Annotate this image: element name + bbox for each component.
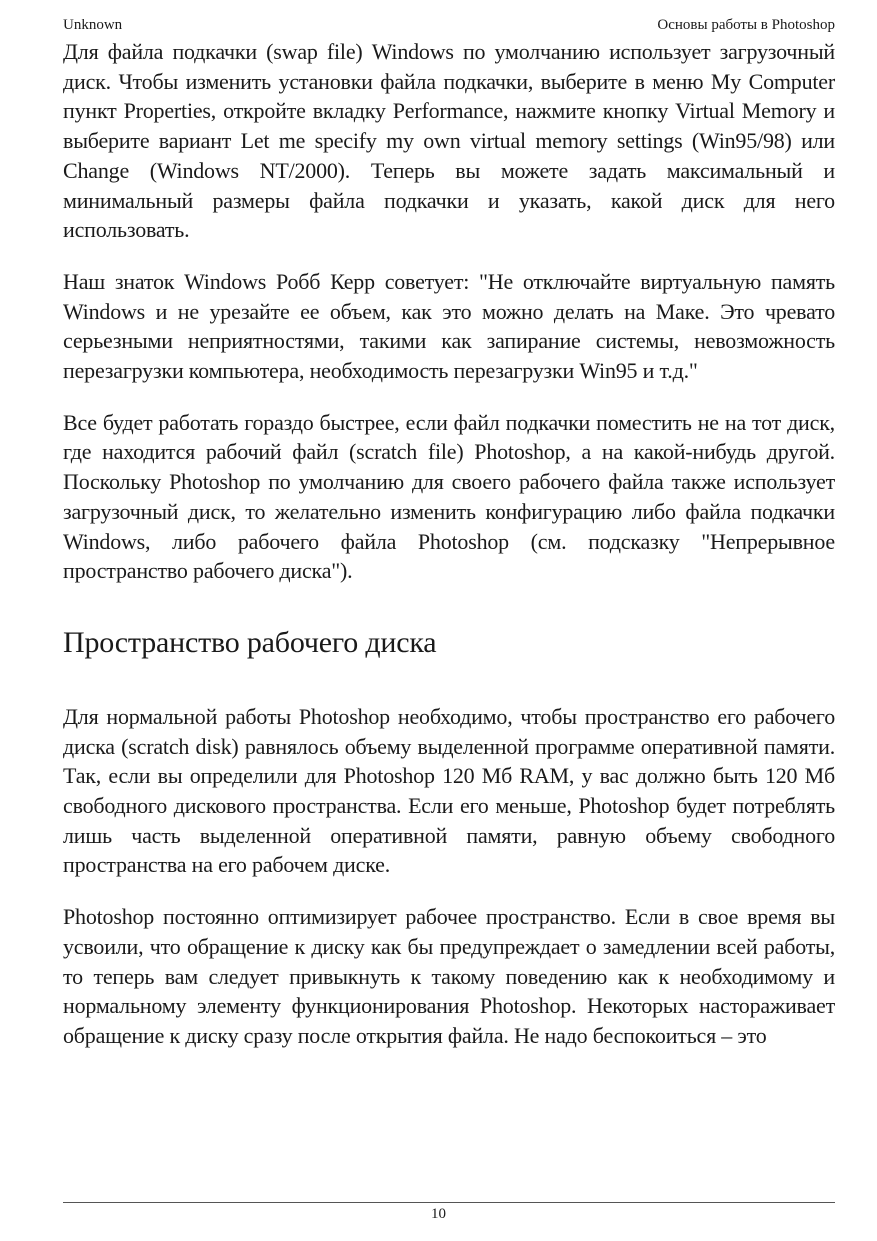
header-author: Unknown <box>63 17 123 33</box>
section-title: Пространство рабочего диска <box>63 625 437 659</box>
paragraph-swap-file: Для файла подкачки (swap file) Windows по умолчанию использует загрузочный диск. Чтобы изменить установки файла подкачки, выберите в меню My Computer пункт Properties, откройте вкладку Performance, нажмите кнопку Virtual Memory и выберите вариант Let me specify my own virtual memory settings (Win95/98) или Change (Windows NT/2000). Теперь вы можете задать максимальный и минимальный размеры файла подкачки и указать, какой диск для него использовать. <box>63 39 835 243</box>
running-header <box>63 15 835 35</box>
paragraph-separate-disk: Все будет работать гораздо быстрее, если файл подкачки поместить не на тот диск, где находится рабочий файл (scratch file) Photoshop, а на какой-нибудь другой. Поскольку Photoshop по умолчанию для своего рабочего файла также использует загрузочный диск, то желательно изменить конфигурацию либо файла подкачки Windows, либо рабочего файла Photoshop (см. подсказку "Непрерывное пространство рабочего диска"). <box>63 409 835 584</box>
footer-divider <box>63 1202 835 1203</box>
header-book-title: Основы работы в Photoshop <box>657 17 835 33</box>
paragraph-scratch-disk-size: Для нормальной работы Photoshop необходимо, чтобы пространство его рабочего диска (scratch disk) равнялось объему выделенной программе оперативной памяти. Так, если вы определили для Photoshop 120 Мб RAM, у вас должно быть 120 Мб свободного дискового пространства. Если его меньше, Photoshop будет потреблять лишь часть выделенной оперативной памяти, равную объему свободного пространства на его рабочем диске. <box>63 703 835 878</box>
page-number: 10 <box>431 1206 446 1222</box>
paragraph-workspace-optimization: Photoshop постоянно оптимизирует рабочее пространство. Если в свое время вы усвоили, что обращение к диску как бы предупреждает о замедлении всей работы, то теперь вам следует привыкнуть к такому поведению как к необходимому и нормальному элементу функционирования Photoshop. Некоторых настораживает обращение к диску сразу после открытия файла. Не надо беспокоиться – это <box>63 904 835 1048</box>
page-body <box>63 37 835 1051</box>
paragraph-virtual-memory-advice: Наш знаток Windows Робб Керр советует: "Не отключайте виртуальную память Windows и не урезайте ее объем, как это можно делать на Маке. Это чревато серьезными неприятностями, такими как запирание системы, невозможность перезагрузки компьютера, необходимость перезагрузки Win95 и т.д." <box>63 268 835 384</box>
